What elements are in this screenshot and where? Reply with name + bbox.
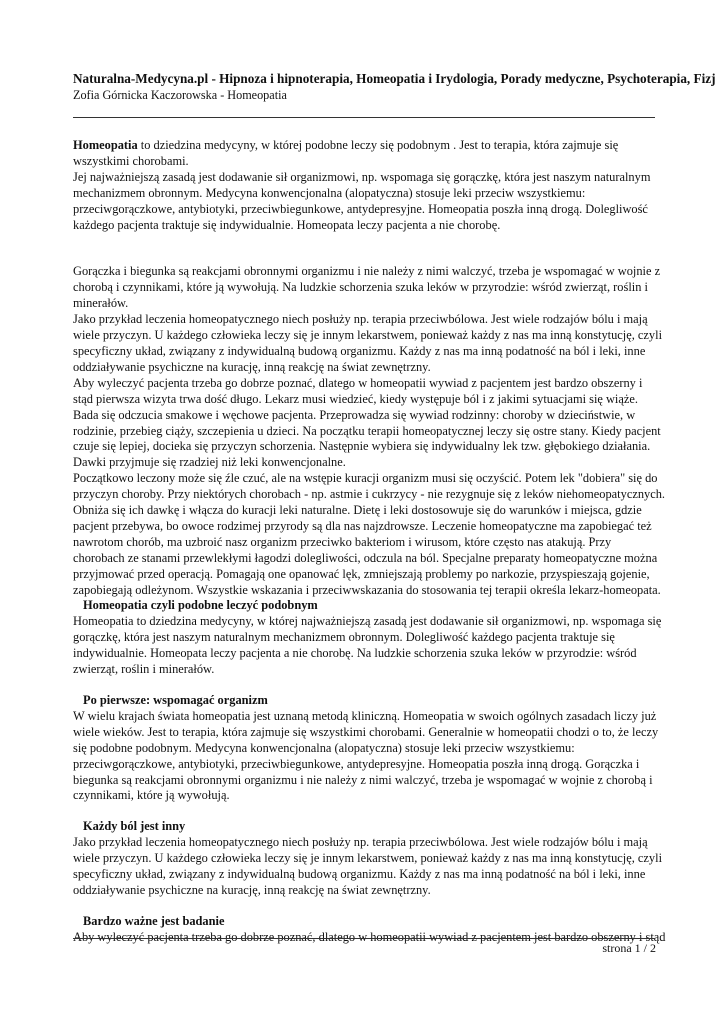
similar-paragraph: Homeopatia to dziedzina medycyny, w której najważniejszą zasadą jest dodawanie sił organizmowi, np. wspomaga się gorączkę, która jest naszym naturalnym mechanizmem obronnym. Dolegliwość każdego pacjenta traktuje się indywidualnie. Homeopata leczy pacjenta a nie chorobę. Na ludzkie schorzenia szuka leków w przyrodzie: wśród zwierząt, roślin i minerałów. [73, 614, 662, 677]
section-heading-pain: Każdy ból jest inny [83, 819, 186, 834]
interview-paragraph: Aby wyleczyć pacjenta trzeba go dobrze poznać, dlatego w homeopatii wywiad z pacjentem jest bardzo obszerny i stąd pierwsza wizyta trwa dość długo. Lekarz musi wiedzieć, kiedy występuje ból i z jakimi sytuacjami się wiąże. Bada się odczucia smakowe i węchowe pacjenta. Przeprowadza się wywiad rodzinny: choroby w dzieciństwie, w rodzinie, przebieg ciąży, szczepienia u dzieci. Na początku terapii homeopatycznej leczy się ostre stany. Kiedy pacjent czuje się lepiej, docieka się przyczyn schorzenia. Następnie wybiera się indywidualny lek tzw. głębokiego działania. Dawki przyjmuje się rzadziej niż leki konwencjonalne. [73, 375, 661, 470]
footer-divider [73, 938, 655, 939]
section-heading-similar: Homeopatia czyli podobne leczyć podobnym [83, 598, 318, 613]
article-body [73, 138, 665, 946]
treatment-start-paragraph: Początkowo leczony może się źle czuć, ale na wstępie kuracji organizm musi się oczyścić. Potem lek "dobiera" się do przyczyn choroby. Przy niektórych chorobach - np. astmie i cukrzycy - nie rezygnuje się z leków niehomeopatycznych. Obniża się ich dawkę i włącza do kuracji leki naturalne. Dietę i leki dostosowuje się do warunków i miejsca, gdzie pacjent przebywa, bo owoce rodzimej przyrody są dla nas najzdrowsze. Leczenie homeopatyczne ma zapobiegać też nawrotom chorób, ma uzbroić nasz organizm przeciwko bakteriom i wirusom, które często nas atakują. Przy chorobach ze stanami przewlekłymi łagodzi dolegliwości, odczula na ból. Specjalne preparaty homeopatyczne można przyjmować przed operacją. Pomagają one opanować lęk, zmniejszają problemy po narkozie, przyspieszają gojenie, zapobiegają odleżynom. Wszystkie wskazania i przeciwwskazania do stosowania tej terapii określa lekarz-homeopata. [73, 471, 666, 597]
section-heading-first: Po pierwsze: wspomagać organizm [83, 693, 268, 707]
pain-example-paragraph: Jako przykład leczenia homeopatycznego niech posłuży np. terapia przeciwbólowa. Jest wiele rodzajów bólu i mają wiele przyczyn. U każdego człowieka leczy się je innym lekarstwem, ponieważ każdy z nas ma inną konstytucję, czyli specyficzny układ, związany z indywidualną budową organizmu. Każdy z nas ma inną podatność na ból i leki, inne oddziaływanie psychiczne na kurację, inną reakcję na świat zewnętrzny. [73, 312, 663, 374]
intro-keyword: Homeopatia [73, 138, 138, 152]
intro-paragraph-2: Jej najważniejszą zasadą jest dodawanie sił organizmowi, np. wspomaga się gorączkę, która jest naszym naturalnym mechanizmem obronnym. Medycyna konwencjonalna (alopatyczna) stosuje leki przeciw wszystkiemu: przeciwgorączkowe, antybiotyki, przeciwbiegunkowe, antydepresyjne. Homeopatia poszła inną drogą. Dolegliwość każdego pacjenta traktuje się indywidualnie. Homeopata leczy pacjenta a nie chorobę. [73, 169, 651, 232]
fever-paragraph: Gorączka i biegunka są reakcjami obronnymi organizmu i nie należy z nimi walczyć, trzeba je wspomagać w wojnie z chorobą i czynnikami, które ją wywołują. Na ludzkie schorzenia szuka leków w przyrodzie: wśród zwierząt, roślin i minerałów. [73, 264, 661, 311]
exam-paragraph: Aby wyleczyć pacjenta trzeba go dobrze poznać, dlatego w homeopatii wywiad z pacjentem jest bardzo obszerny i stąd [73, 929, 666, 944]
intro-text: to dziedzina medycyny, w której podobne leczy się podobnym . Jest to terapia, która zajmuje się wszystkimi chorobami. [73, 138, 619, 168]
section-heading-exam: Bardzo ważne jest badanie [83, 913, 225, 928]
author-line: Zofia Górnicka Kaczorowska - Homeopatia [73, 88, 287, 102]
page-number: strona 1 / 2 [602, 941, 656, 955]
page-header [73, 70, 725, 103]
intro-paragraph [73, 138, 665, 170]
site-title: Naturalna-Medycyna.pl - Hipnoza i hipnoterapia, Homeopatia i Irydologia, Porady medyczne, Psychoterapia, Fizj [73, 71, 716, 86]
pain-paragraph: Jako przykład leczenia homeopatycznego niech posłuży np. terapia przeciwbólowa. Jest wiele rodzajów bólu i mają wiele przyczyn. U każdego człowieka leczy się je innym lekarstwem, ponieważ każdy z nas ma inną konstytucję, czyli specyficzny układ, związany z indywidualną budową organizmu. Każdy z nas ma inną podatność na ból i leki, inne oddziaływanie psychiczne na kurację, inną reakcję na świat zewnętrzny. [73, 835, 663, 897]
first-paragraph: W wielu krajach świata homeopatia jest uznaną metodą kliniczną. Homeopatia w swoich ogólnych zasadach liczy już wiele wieków. Jest to terapia, która zajmuje się wszystkimi chorobami. Generalnie w homeopatii chodzi o to, że leczy się podobne podobnym. Medycyna konwencjonalna (alopatyczna) stosuje leki przeciw wszystkiemu: przeciwgorączkowe, antybiotyki, przeciwbiegunkowe, antydepresyjne. Homeopatia poszła inną drogą. Gorączka i biegunka są reakcjami obronnymi organizmu i nie należy z nimi walczyć, trzeba je wspomagać w wojnie z chorobą i czynnikami, które ją wywołują. [73, 708, 659, 803]
header-divider [73, 117, 655, 118]
